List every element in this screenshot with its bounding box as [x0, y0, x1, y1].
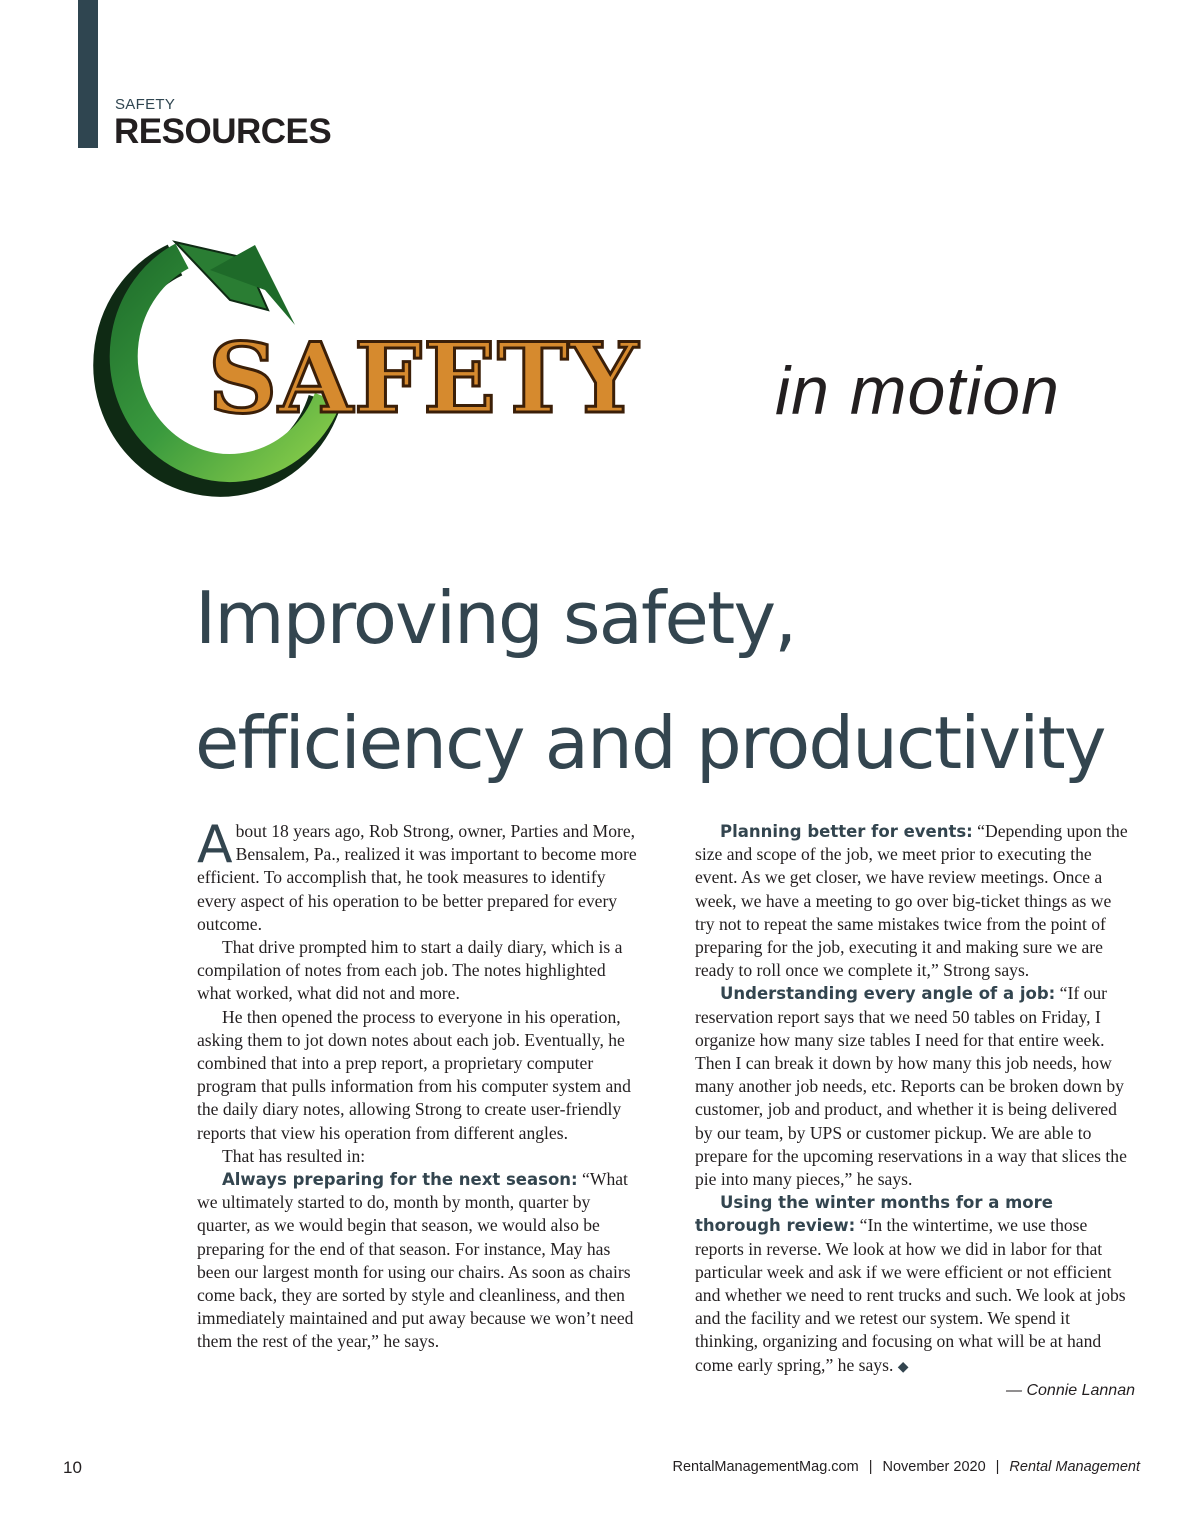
drop-cap: A [197, 815, 233, 875]
subhead-lead: Planning better for events: [720, 822, 973, 841]
article-column-left [197, 815, 637, 1354]
footer-separator: | [868, 1459, 873, 1475]
footer-publication-info [673, 1459, 1141, 1475]
logo-tagline: in motion [775, 353, 1060, 429]
article-headline [195, 556, 1175, 806]
section-accent-bar [78, 0, 98, 148]
page-number: 10 [63, 1458, 82, 1477]
article-paragraph: He then opened the process to everyone in his operation, asking them to jot down notes about each job. Eventually, he combined that into a prep report, a proprietary computer program that pulls information from his computer system and the daily diary notes, allowing Strong to create user-friendly reports that view his operation from different angles. [197, 1006, 631, 1143]
article-column-right [695, 820, 1135, 1402]
footer-site: RentalManagementMag.com [672, 1459, 859, 1475]
article-paragraph: Understanding every angle of a job: “If our reservation report says that we need 50 tables on Friday, I organize how many size tables I need for that entire week. Then I can break it down by how many this job needs, how many another job needs, etc. Reports can be broken down by customer, job and product, and whether it is being delivered by our team, by UPS or customer pickup. We are able to prepare for the upcoming reservations in a way that slices the pie into many pieces,” he says. [695, 983, 1127, 1190]
section-kicker: SAFETY [115, 96, 176, 113]
headline-line-1: Improving safety, [195, 576, 796, 660]
footer-issue: November 2020 [882, 1459, 986, 1475]
article-byline: — Connie Lannan [1006, 1381, 1135, 1399]
footer-magazine: Rental Management [1009, 1459, 1140, 1475]
headline-line-2: efficiency and productivity [195, 701, 1105, 785]
subhead-lead: Always preparing for the next season: [222, 1170, 578, 1190]
section-title: RESOURCES [114, 112, 332, 151]
footer-separator: | [995, 1459, 1000, 1475]
article-paragraph: That has resulted in: [222, 1145, 366, 1166]
safety-in-motion-logo [70, 230, 770, 510]
article-paragraph: Planning better for events: “Depending upon the size and scope of the job, we meet prior to executing the event. As we get closer, we have review meetings. Once a week, we have a meeting to go over big-ticket things as we try not to repeat the same mistakes twice from the point of preparing for the job, executing it and making sure we are ready to roll once we complete it,” Strong says. [695, 821, 1128, 981]
article-paragraph: Always preparing for the next season: “What we ultimately started to do, month by month, quarter by quarter, as we would begin that season, we would also be preparing for the end of that season. For instance, May has been our largest month for using our chairs. As soon as chairs come back, they are sorted by style and cleanliness, and then immediately maintained and put away because we won’t need them the rest of the year,” he says. [197, 1169, 634, 1352]
article-paragraph: About 18 years ago, Rob Strong, owner, Parties and More, Bensalem, Pa., realized it was important to become more efficient. To accomplish that, he took measures to identify every aspect of his operation to be better prepared for every outcome. [197, 815, 637, 934]
subhead-lead: Understanding every angle of a job: [720, 984, 1056, 1004]
article-paragraph: Using the winter months for a more thorough review: “In the wintertime, we use those reports in reverse. We look at how we did in labor for that particular week and ask if we were efficient or not efficient and whether we need to rent trucks and such. We look at jobs and the facility and we retest our system. We spend it thinking, organizing and focusing on what will be at hand come early spring,” he says. ◆ [695, 1193, 1126, 1375]
subhead-lead: Using the winter months for a more thorough review: [695, 1193, 1053, 1236]
logo-word: SAFETY [208, 322, 640, 435]
article-paragraph: That drive prompted him to start a daily diary, which is a compilation of notes from each job. The notes highlighted what worked, what did not and more. [197, 937, 623, 1004]
end-mark-icon: ◆ [897, 1359, 909, 1375]
